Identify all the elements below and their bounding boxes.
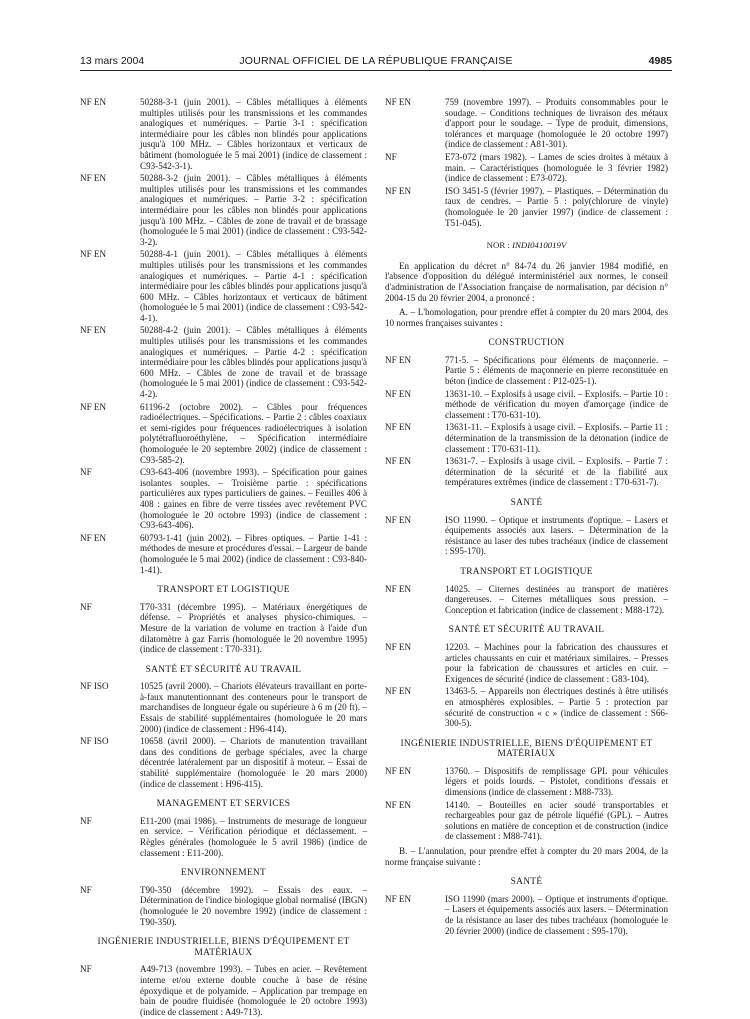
nor-reference [385,240,668,251]
standard-prefix: NF EN [385,456,412,467]
standard-prefix: NF [80,884,92,895]
standard-prefix: NF EN [80,532,107,543]
standard-prefix: NF EN [385,686,412,697]
standard-prefix: NF EN [385,422,412,433]
standard-prefix: NF ISO [80,736,109,747]
standard-entry [385,800,668,842]
standard-description: 50288-3-2 (juin 2001). – Câbles métalliques à éléments multiples utilisés pour les transmissions et les commandes analogiques et numériques. – Partie 3-2 : spécification intermédiaire pour les câbles non blindés pour applications jusqu'à 100 MHz. – Câbles de zone de travail et de brassage (homologuée le 5 mai 2001) (indice de classement : C93-542-3-2). [140,173,367,247]
standard-entry [80,533,367,575]
section-heading: ENVIRONNEMENT [180,868,267,879]
standard-description: 13463-5. – Appareils non électriques destinés à être utilisés en atmosphères explosibles. – Partie 5 : protection par sécurité de construction « c » (indice de classement : S66-300-5). [445,686,668,729]
standard-prefix: NF [385,151,397,162]
standard-description: 759 (novembre 1997). – Produits consommables pour le soudage. – Conditions techniques de livraison des métaux d'apport pour le soudage. – Type de produit, dimensions, tolérances et marquage (homologuée le 20 octobre 1997) (indice de classement : A81-301). [445,97,668,150]
section-heading: SANTÉ [510,498,543,508]
standard-description: E73-072 (mars 1982). – Lames de scies droites à métaux à main. – Caractéristiques (homologuée le 3 février 1982) (indice de classement : E73-072). [445,151,668,184]
standard-description: T70-331 (décembre 1995). – Matériaux énergétiques de défense. – Propriétés et analyses physico-chimiques. – Mesure de la variation de volume en traction à l'aide d'un dilatomètre à gaz Farris (homologuée le 20 novembre 1995) (indice de classement : T70-331). [140,601,367,655]
standard-description: 12203. – Machines pour la fabrication des chaussures et articles chaussants en cuir et matériaux similaires. – Presses pour la fabrication de chaussures et articles en cuir. – Exigences de sécurité (indice de classement : G83-104). [445,641,668,684]
standard-entry [80,885,367,927]
standard-prefix: NF EN [385,514,412,525]
section-heading: SANTÉ ET SÉCURITÉ AU TRAVAIL [145,664,302,675]
right-column [385,97,668,938]
standard-entry [385,894,668,936]
section-heading: CONSTRUCTION [488,338,565,349]
standard-entry [80,249,367,323]
standard-entry [385,515,668,557]
standard-description: 50288-3-1 (juin 2001). – Câbles métalliques à éléments multiples utilisés pour les transmissions et les commandes analogiques et numériques. – Partie 3-1 : spécification intermédiaire pour les câbles non blindés pour applications jusqu'à 100 MHz. – Câbles horizontaux et verticaux de bâtiment (homologuée le 5 mai 2001) (indice de classement : C93-542-3-1). [140,97,367,171]
section-heading: TRANSPORT ET LOGISTIQUE [460,566,593,577]
standard-description: 10658 (avril 2000). – Chariots de manutention travaillant dans des conditions de gerbage spéciales, avec la charge décentrée latéralement par un dispositif à moteur. – Essai de stabilité supplémentaire (homologuée le 20 mars 2000) (indice de classement : H96-415). [140,736,367,789]
standard-description: 14140. – Bouteilles en acier soudé transportables et rechargeables pour gaz de pétrole liquéfié (GPL). – Autres solutions en matière de conception et de construction (indice de classement : M88-741). [445,799,668,842]
standard-prefix: NF EN [385,185,412,196]
standard-entry [80,325,367,399]
standard-prefix: NF EN [385,583,412,594]
standard-description: 61196-2 (octobre 2002). – Câbles pour fréquences radioélectriques. – Spécifications. – Partie 2 : câbles coaxiaux et semi-rigides pour fréquences radioélectriques à isolation polytétrafluoroéthylène. – Spécification intermédiaire (homologuée le 20 septembre 2002) (indice de classement : C93-585-2). [140,401,367,465]
standard-entry [80,816,367,858]
standard-entry [80,173,367,247]
nor-label: NOR : [486,240,513,251]
header-rule [80,70,672,71]
standard-prefix: NF [80,964,92,975]
section-heading: TRANSPORT ET LOGISTIQUE [157,585,290,596]
standard-description: A49-713 (novembre 1993). – Tubes en acier. – Revêtement interne et/ou externe double couche à base de résine époxydique et de polyamide. – Application par trempage en bain de poudre fluidisée (homologuée le 20 octobre 1993) (indice de classement : A49-713). [140,964,367,1017]
standard-description: 50288-4-2 (juin 2001). – Câbles métalliques à éléments multiples utilisés pour les transmissions et les commandes analogiques et numériques. – Partie 4-2 : spécification intermédiaire pour les câbles blindés pour applications jusqu'à 600 MHz. – Câbles de zone de travail et de brassage (homologuée le 5 mai 2001) (indice de classement : C93-542-4-2). [140,325,367,400]
standard-description: 13631-7. – Explosifs à usage civil. – Explosifs. – Partie 7 : détermination de la sécurité et de la fiabilité aux températures extrêmes (indice de classement : T70-631-7). [445,456,668,488]
page-number: 4985 [648,55,672,67]
standard-prefix: NF EN [385,641,412,652]
standard-description: 13760. – Dispositifs de remplissage GPL pour véhicules légers et poids lourds. – Pistolet, conditions d'essais et dimensions (indice de classement : M88-733). [445,765,668,798]
paragraph: En application du décret n° 84-74 du 26 janvier 1984 modifié, en l'absence d'opposition du délégué interministériel aux normes, le conseil d'administration de l'Association française de normalisation, par décision n° 2004-15 du 20 février 2004, a prononcé : [385,260,668,303]
standard-entry [385,766,668,798]
standard-description: 13631-11. – Explosifs à usage civil. – Explosifs. – Partie 11 : détermination de la transmission de la détonation (indice de classement : T70-631-11). [445,422,668,454]
standard-entry [385,186,668,228]
standard-description: 10525 (avril 2000). – Chariots élévateurs travaillant en porte-à-faux manutentionnant des conteneurs pour le transport de marchandises de longueur égale ou supérieure à 6 m (20 ft). – Essais de stabilité supplémentaires (homologuée le 20 mars 2000) (indice de classement : H96-414). [140,681,367,734]
standard-prefix: NF EN [80,401,107,412]
standard-entry [80,964,367,1017]
standard-description: 13631-10. – Explosifs à usage civil. – Explosifs. – Partie 10 : méthode de vérification du moyen d'amorçage (indice de classement : T70-631-10). [445,388,668,420]
section-heading: INGÉNIERIE INDUSTRIELLE, BIENS D'ÉQUIPEMENT ET MATÉRIAUX [97,937,350,958]
standard-entry [80,402,367,466]
standard-description: E11-200 (mai 1986). – Instruments de mesurage de longueur en service. – Vérification périodique et déclassement. – Règles générales (homologuée le 5 avril 1986) (indice de classement : E11-200). [140,815,367,858]
standard-entry [385,642,668,684]
standard-description: ISO 3451-5 (février 1997). – Plastiques. – Détermination du taux de cendres. – Partie 5 : poly(chlorure de vinyle) (homologuée le 20 janvier 1997) (indice de classement : T51-045). [445,185,668,228]
standard-description: 50288-4-1 (juin 2001). – Câbles métalliques à éléments multiples utilisés pour les transmissions et les commandes analogiques et numériques. – Partie 4-1 : spécification intermédiaire pour les câbles blindés pour applications jusqu'à 600 MHz. – Câbles horizontaux et verticaux de bâtiment (homologuée le 5 mai 2001) (indice de classement : C93-542-4-1). [140,249,367,323]
standard-prefix: NF EN [385,893,412,904]
section-heading: SANTÉ [510,877,543,888]
standard-entry [385,389,668,421]
section-heading: MANAGEMENT ET SERVICES [156,799,291,810]
standard-prefix: NF ISO [80,681,109,692]
journal-title: JOURNAL OFFICIEL DE LA RÉPUBLIQUE FRANÇAISE [239,55,513,67]
paragraph: A. – L'homologation, pour prendre effet à compter du 20 mars 2004, des 10 normes françaises suivantes : [385,307,668,328]
standard-entry [385,355,668,387]
standard-entry [80,467,367,531]
standard-description: ISO 11990. – Optique et instruments d'optique. – Lasers et équipements associés aux lasers. – Détermination de la résistance au laser des tubes trachéaux (indice de classement : S95-170). [445,514,668,557]
standard-description: T90-350 (décembre 1992). – Essais des eaux. – Détermination de l'indice biologique global normalisé (IBGN) (homologuée le 20 novembre 1992) (indice de classement : T90-350). [140,884,367,927]
header-date: 13 mars 2004 [80,55,145,67]
standard-description: C93-643-406 (novembre 1993). – Spécification pour gaines isolantes souples. – Troisième partie : spécifications particulières aux types particuliers de gaines. – Feuilles 406 à 408 : gaines en fibre de verre tissées avec revêtement PVC (homologuée le 20 octobre 1993) (indice de classement : C93-643-406). [140,467,367,531]
standard-entry [385,456,668,488]
standard-description: 60793-1-41 (juin 2002). – Fibres optiques. – Partie 1-41 : méthodes de mesure et procédures d'essai. – Largeur de bande (homologuée le 5 mai 2002) (indice de classement : C93-840-1-41). [140,532,367,575]
standard-entry [385,422,668,454]
paragraph: B. – L'annulation, pour prendre effet à compter du 20 mars 2004, de la norme française suivante : [385,846,668,867]
standard-prefix: NF EN [80,249,107,260]
nor-code: INDI0410019V [512,240,567,251]
standard-prefix: NF [80,601,92,612]
standard-entry [80,736,367,789]
section-heading: SANTÉ ET SÉCURITÉ AU TRAVAIL [448,625,605,636]
standard-description: ISO 11990 (mars 2000). – Optique et instruments d'optique. – Lasers et équipements associés aux lasers. – Détermination de la résistance au laser des tubes trachéaux (homologuée le 20 février 2000) (indice de classement : S95-170). [445,893,668,936]
page-header [80,55,672,71]
standard-entry [80,97,367,171]
standard-prefix: NF EN [385,765,412,776]
standard-description: 771-5. – Spécifications pour éléments de maçonnerie. – Partie 5 : éléments de maçonnerie en pierre reconstituée en béton (indice de classement : P12-025-1). [445,354,668,387]
standard-entry [385,97,668,150]
standard-prefix: NF EN [80,173,107,184]
standard-entry [385,686,668,728]
standard-prefix: NF EN [80,325,107,336]
standard-prefix: NF EN [385,354,412,365]
standard-prefix: NF EN [385,799,412,810]
standard-prefix: NF EN [385,97,412,107]
standard-prefix: NF [80,467,92,478]
standard-entry [385,152,668,184]
standard-entry [80,602,367,655]
standard-prefix: NF [80,815,92,826]
standard-entry [385,584,668,616]
standard-prefix: NF EN [385,388,412,399]
standard-prefix: NF EN [80,97,107,107]
section-heading: INGÉNIERIE INDUSTRIELLE, BIENS D'ÉQUIPEMENT ET MATÉRIAUX [400,738,653,760]
standard-entry [80,681,367,734]
standard-description: 14025. – Citernes destinées au transport de matières dangereuses. – Citernes métalliques sous pression. – Conception et fabrication (indice de classement : M88-172). [445,583,668,615]
left-column [80,97,367,1019]
